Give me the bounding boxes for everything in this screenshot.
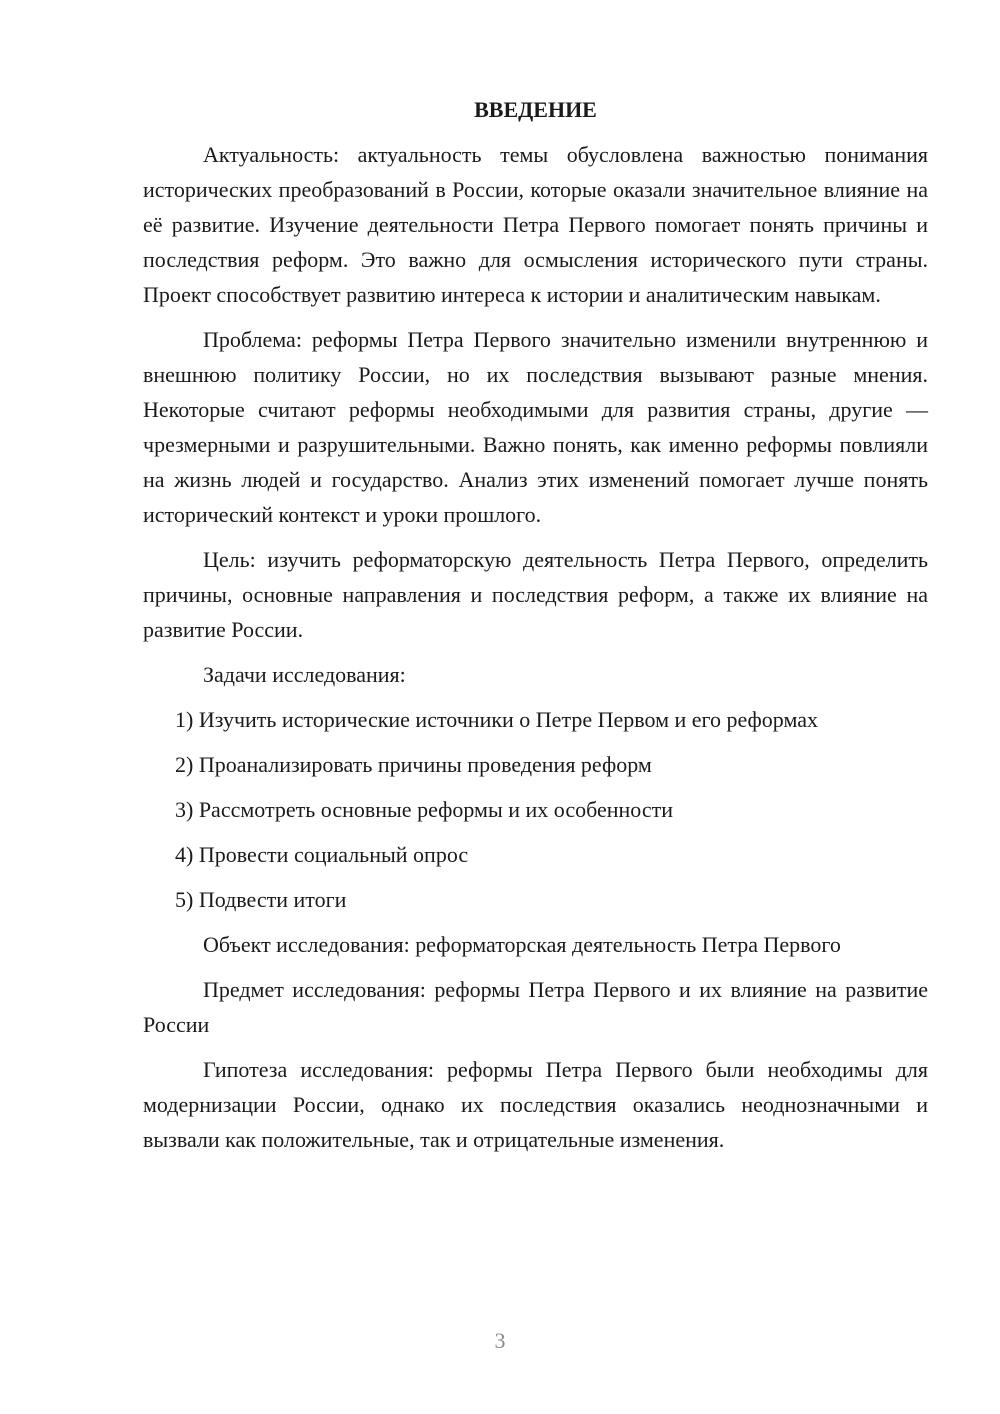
list-item: 1) Изучить исторические источники о Петре Первом и его реформах bbox=[175, 707, 818, 732]
page-content bbox=[143, 92, 928, 1167]
paragraph-problem: Проблема: реформы Петра Первого значительно изменили внутреннюю и внешнюю политику России, но их последствия вызывают разные мнения. Некоторые считают реформы необходимыми для развития страны, другие — чрезмерными и разрушительными. Важно понять, как именно реформы повлияли на жизнь людей и государство. Анализ этих изменений помогает лучше понять исторический контекст и уроки прошлого. bbox=[143, 327, 928, 527]
paragraph-subject: Предмет исследования: реформы Петра Первого и их влияние на развитие России bbox=[143, 977, 928, 1037]
paragraph-relevance: Актуальность: актуальность темы обусловлена важностью понимания исторических преобразований в России, которые оказали значительное влияние на её развитие. Изучение деятельности Петра Первого помогает понять причины и последствия реформ. Это важно для осмысления исторического пути страны. Проект способствует развитию интереса к истории и аналитическим навыкам. bbox=[143, 142, 928, 307]
paragraph-goal: Цель: изучить реформаторскую деятельность Петра Первого, определить причины, основные направления и последствия реформ, а также их влияние на развитие России. bbox=[143, 547, 928, 642]
paragraph-hypothesis: Гипотеза исследования: реформы Петра Первого были необходимы для модернизации России, однако их последствия оказались неоднозначными и вызвали как положительные, так и отрицательные изменения. bbox=[143, 1057, 928, 1152]
paragraph-object: Объект исследования: реформаторская деятельность Петра Первого bbox=[203, 932, 841, 957]
list-item: 5) Подвести итоги bbox=[175, 887, 347, 912]
page-title: ВВЕДЕНИЕ bbox=[474, 97, 597, 122]
tasks-heading: Задачи исследования: bbox=[203, 662, 406, 687]
list-item: 2) Проанализировать причины проведения реформ bbox=[175, 752, 652, 777]
page-number: 3 bbox=[494, 1328, 506, 1353]
list-item: 4) Провести социальный опрос bbox=[175, 842, 469, 867]
list-item: 3) Рассмотреть основные реформы и их особенности bbox=[175, 797, 674, 822]
task-list bbox=[143, 702, 928, 917]
